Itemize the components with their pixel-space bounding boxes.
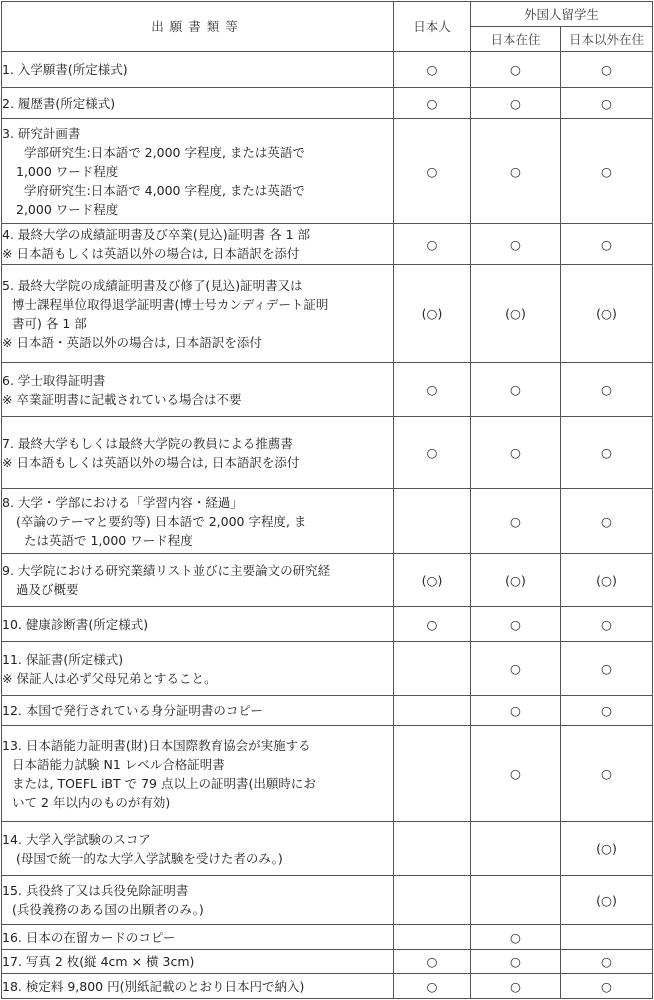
document-cell: [2, 974, 394, 999]
document-line: (卒論のテーマと要約等) 日本語で 2,000 字程度, ま: [16, 513, 307, 529]
mark-in-japan: [471, 876, 561, 925]
mark-outside-japan: ○: [561, 950, 653, 974]
column-header-documents: 出願書類等: [2, 2, 394, 52]
mark-outside-japan: ○: [561, 974, 653, 999]
document-line: 4. 最終大学の成績証明書及び卒業(見込)証明書 各 1 部: [2, 227, 311, 242]
mark-in-japan: ○: [471, 925, 561, 950]
document-line: 11. 保証書(所定様式): [2, 651, 124, 667]
document-line: 7. 最終大学もしくは最終大学院の教員による推薦書: [2, 435, 293, 451]
document-line: 15. 兵役終了又は兵役免除証明書: [2, 883, 189, 898]
column-header-international-students: 外国人留学生: [471, 2, 653, 27]
table-row: [2, 822, 653, 876]
document-line: 16. 日本の在留カードのコピー: [2, 929, 176, 945]
document-cell: [2, 265, 394, 363]
mark-outside-japan: ○: [561, 489, 653, 554]
document-line: 9. 大学院における研究業績リスト並びに主要論文の研究経: [2, 563, 331, 578]
column-header-outside-japan: 日本以外在住: [561, 27, 653, 52]
mark-outside-japan: ○: [561, 696, 653, 726]
document-cell: [2, 642, 394, 696]
document-line: 学府研究生:日本語で 4,000 字程度, または英語で: [24, 182, 305, 198]
column-header-in-japan: 日本在住: [471, 27, 561, 52]
document-line: または, TOEFL iBT で 79 点以上の証明書(出願時にお: [12, 775, 316, 791]
document-note: ※ 保証人は必ず父母兄弟とすること。: [2, 670, 217, 686]
mark-in-japan: ○: [471, 489, 561, 554]
table-row: [2, 726, 653, 822]
mark-outside-japan: (○): [561, 876, 653, 925]
document-line: (兵役義務のある国の出願者のみ。): [12, 902, 204, 917]
document-line: 17. 写真 2 枚(縦 4cm × 横 3cm): [2, 954, 195, 969]
table-row: [2, 489, 653, 554]
document-line: 学部研究生:日本語で 2,000 字程度, または英語で: [24, 144, 305, 160]
mark-in-japan: ○: [471, 974, 561, 999]
document-line: 5. 最終大学院の成績証明書及び修了(見込)証明書又は: [2, 277, 303, 293]
mark-in-japan: ○: [471, 726, 561, 822]
document-line: 14. 大学入学試験のスコア: [2, 831, 151, 847]
mark-in-japan: ○: [471, 696, 561, 726]
mark-japanese: ○: [394, 363, 471, 417]
mark-in-japan: ○: [471, 88, 561, 119]
mark-outside-japan: ○: [561, 363, 653, 417]
mark-in-japan: [471, 822, 561, 876]
mark-outside-japan: ○: [561, 417, 653, 489]
document-cell: [2, 554, 394, 607]
document-cell: [2, 876, 394, 925]
mark-in-japan: ○: [471, 224, 561, 265]
table-row: [2, 642, 653, 696]
document-line: 18. 検定料 9,800 円(別紙記載のとおり日本円で納入): [2, 978, 305, 994]
mark-outside-japan: [561, 925, 653, 950]
document-cell: [2, 696, 394, 726]
document-line: 12. 本国で発行されている身分証明書のコピー: [2, 703, 263, 718]
document-cell: [2, 224, 394, 265]
mark-japanese: ○: [394, 119, 471, 224]
document-note: ※ 卒業証明書に記載されている場合は不要: [2, 391, 242, 407]
table-row: [2, 696, 653, 726]
mark-japanese: [394, 876, 471, 925]
document-line: 1. 入学願書(所定様式): [2, 62, 128, 77]
mark-japanese: [394, 696, 471, 726]
mark-japanese: ○: [394, 88, 471, 119]
document-cell: [2, 363, 394, 417]
document-line: 13. 日本語能力証明書(財)日本国際教育協会が実施する: [2, 737, 311, 753]
mark-japanese: ○: [394, 950, 471, 974]
mark-outside-japan: ○: [561, 607, 653, 642]
table-row: [2, 925, 653, 950]
table-row: [2, 607, 653, 642]
mark-outside-japan: ○: [561, 52, 653, 88]
mark-in-japan: ○: [471, 642, 561, 696]
document-line: 過及び概要: [16, 582, 79, 597]
document-line: 8. 大学・学部における「学習内容・経過」: [2, 494, 243, 510]
document-line: 博士課程単位取得退学証明書(博士号カンディデート証明: [12, 296, 329, 312]
table-row: [2, 265, 653, 363]
document-cell: [2, 88, 394, 119]
document-line: (母国で統一的な大学入学試験を受けた者のみ。): [16, 850, 283, 866]
document-line: いて 2 年以内のものが有効): [12, 794, 171, 810]
document-line: 書可) 各 1 部: [12, 315, 87, 331]
mark-in-japan: ○: [471, 52, 561, 88]
document-line: 1,000 ワード程度: [16, 163, 119, 179]
document-note: ※ 日本語・英語以外の場合は, 日本語訳を添付: [2, 334, 262, 350]
document-line: 2,000 ワード程度: [16, 201, 119, 217]
mark-outside-japan: ○: [561, 224, 653, 265]
header-row-1: [2, 2, 653, 27]
table-row: [2, 876, 653, 925]
mark-japanese: [394, 822, 471, 876]
document-cell: [2, 726, 394, 822]
table-row: [2, 88, 653, 119]
mark-japanese: [394, 489, 471, 554]
mark-japanese: ○: [394, 974, 471, 999]
table-row: [2, 974, 653, 999]
mark-japanese: ○: [394, 52, 471, 88]
mark-japanese: ○: [394, 607, 471, 642]
document-cell: [2, 822, 394, 876]
mark-outside-japan: (○): [561, 554, 653, 607]
mark-japanese: (○): [394, 265, 471, 363]
document-cell: [2, 489, 394, 554]
mark-outside-japan: (○): [561, 265, 653, 363]
document-cell: [2, 925, 394, 950]
mark-in-japan: ○: [471, 417, 561, 489]
table-row: [2, 52, 653, 88]
document-cell: [2, 119, 394, 224]
table-row: [2, 950, 653, 974]
mark-japanese: [394, 925, 471, 950]
document-note: ※ 日本語もしくは英語以外の場合は, 日本語訳を添付: [2, 454, 300, 470]
mark-outside-japan: ○: [561, 726, 653, 822]
mark-outside-japan: ○: [561, 642, 653, 696]
table-row: [2, 119, 653, 224]
mark-japanese: (○): [394, 554, 471, 607]
document-note: ※ 日本語もしくは英語以外の場合は, 日本語訳を添付: [2, 246, 300, 261]
mark-in-japan: (○): [471, 265, 561, 363]
mark-in-japan: ○: [471, 607, 561, 642]
document-line: たは英語で 1,000 ワード程度: [24, 532, 193, 548]
document-line: 3. 研究計画書: [2, 125, 81, 141]
table-row: [2, 417, 653, 489]
table-row: [2, 554, 653, 607]
mark-japanese: ○: [394, 224, 471, 265]
mark-japanese: [394, 726, 471, 822]
document-cell: [2, 417, 394, 489]
mark-outside-japan: (○): [561, 822, 653, 876]
mark-outside-japan: ○: [561, 88, 653, 119]
document-cell: [2, 607, 394, 642]
document-cell: [2, 950, 394, 974]
document-line: 日本語能力試験 N1 レベル合格証明書: [12, 756, 225, 772]
mark-outside-japan: ○: [561, 119, 653, 224]
document-line: 6. 学士取得証明書: [2, 372, 106, 388]
mark-japanese: ○: [394, 417, 471, 489]
table-row: [2, 363, 653, 417]
mark-in-japan: ○: [471, 950, 561, 974]
table-row: [2, 224, 653, 265]
column-header-japanese: 日本人: [394, 2, 471, 52]
document-line: 10. 健康診断書(所定様式): [2, 616, 149, 632]
required-documents-table: [1, 1, 653, 999]
mark-in-japan: ○: [471, 119, 561, 224]
mark-japanese: [394, 642, 471, 696]
document-cell: [2, 52, 394, 88]
mark-in-japan: ○: [471, 363, 561, 417]
document-line: 2. 履歴書(所定様式): [2, 95, 116, 111]
mark-in-japan: (○): [471, 554, 561, 607]
